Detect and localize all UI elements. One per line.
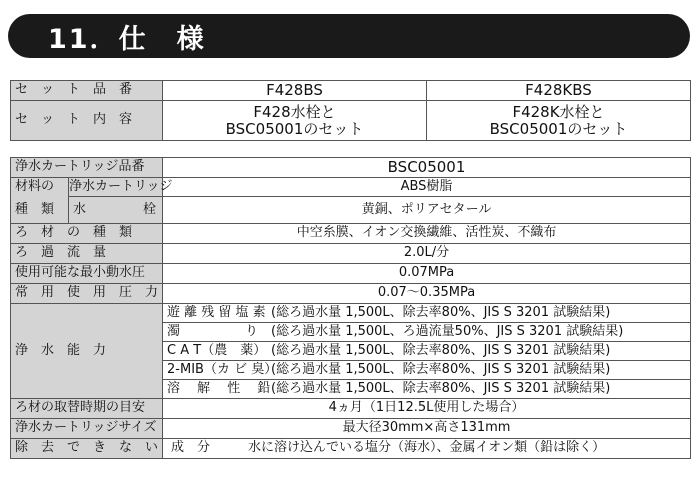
replace-value: 4ヵ月（1日12.5L使用した場合） xyxy=(163,399,691,419)
capability-name: 溶 解 性 鉛 xyxy=(167,380,271,396)
capability-name: 濁 り xyxy=(167,323,259,339)
capability-label: 浄 水 能 力 xyxy=(11,304,163,399)
capability-value: (総ろ過水量 1,500L、除去率80%、JIS S 3201 試験結果) xyxy=(271,304,611,320)
flow-value: 2.0L/分 xyxy=(163,244,691,264)
size-value: 最大径30mm×高さ131mm xyxy=(163,419,691,439)
set-content-2-line2: BSC05001のセット xyxy=(489,119,628,138)
set-content-1 xyxy=(163,101,427,141)
set-model-label: セ ッ ト 品 番 xyxy=(11,81,163,101)
replace-label: ろ材の取替時期の目安 xyxy=(11,399,163,419)
filter-type-value: 中空糸膜、イオン交換繊維、活性炭、不織布 xyxy=(163,224,691,244)
set-model-2: F428KBS xyxy=(427,81,691,101)
set-table xyxy=(10,80,691,141)
capability-value: (総ろ過水量 1,500L、除去率80%、JIS S 3201 試験結果) xyxy=(271,342,611,358)
capability-row xyxy=(163,380,691,399)
capability-name: 2-MIB（カ ビ 臭） xyxy=(167,361,278,377)
min-pressure-value: 0.07MPa xyxy=(163,264,691,284)
set-content-2-line1: F428K水栓と xyxy=(512,103,605,121)
faucet-sub-char2: 栓 xyxy=(143,201,157,217)
section-title: 11．仕 様 xyxy=(48,23,206,55)
capability-row xyxy=(163,342,691,361)
capability-row xyxy=(163,304,691,323)
set-content-2 xyxy=(427,101,691,141)
spec-table xyxy=(10,157,691,459)
filter-type-label: ろ 材 の 種 類 xyxy=(11,224,163,244)
set-content-label: セ ッ ト 内 容 xyxy=(11,101,163,141)
capability-name: 遊 離 残 留 塩 素 xyxy=(167,304,266,320)
material-faucet-value: 黄銅、ポリアセタール xyxy=(163,197,691,224)
capability-name: C A T（農 薬） xyxy=(167,342,267,358)
cartridge-number-value: BSC05001 xyxy=(163,158,691,178)
material-cartridge-sub: 浄水カートリッジ xyxy=(69,178,163,197)
material-label-line2: 種 類 xyxy=(11,197,69,224)
capability-row xyxy=(163,323,691,342)
flow-label: ろ 過 流 量 xyxy=(11,244,163,264)
set-content-1-line1: F428水栓と xyxy=(253,103,336,121)
capability-value: (総ろ過水量 1,500L、ろ過流量50%、JIS S 3201 試験結果) xyxy=(271,323,624,339)
capability-row xyxy=(163,361,691,380)
unremovable-label: 除 去 で き な い 成 分 xyxy=(11,439,163,459)
capability-value: (総ろ過水量 1,500L、除去率80%、JIS S 3201 試験結果) xyxy=(271,380,611,396)
min-pressure-label: 使用可能な最小動水圧 xyxy=(11,264,163,284)
capability-value: (総ろ過水量 1,500L、除去率80%、JIS S 3201 試験結果) xyxy=(271,361,611,377)
set-content-1-line2: BSC05001のセット xyxy=(225,119,364,138)
unremovable-value: 水に溶け込んでいる塩分（海水）、金属イオン類（鉛は除く） xyxy=(163,439,691,459)
cartridge-number-label: 浄水カートリッジ品番 xyxy=(11,158,163,178)
faucet-sub-char1: 水 xyxy=(73,201,87,217)
set-model-1: F428BS xyxy=(163,81,427,101)
material-cartridge-value: ABS樹脂 xyxy=(163,178,691,197)
size-label: 浄水カートリッジサイズ xyxy=(11,419,163,439)
pressure-value: 0.07～0.35MPa xyxy=(163,284,691,304)
section-title-bar xyxy=(8,14,690,58)
material-label-line1: 材料の xyxy=(11,178,69,197)
pressure-label: 常 用 使 用 圧 力 xyxy=(11,284,163,304)
material-faucet-sub xyxy=(69,197,163,224)
